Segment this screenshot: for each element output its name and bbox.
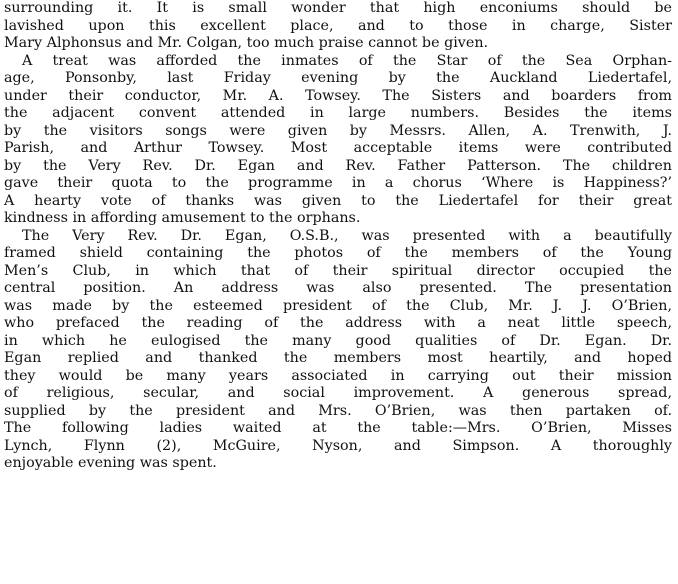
text-line: of religious, secular, and social improvement. A generous spread, (4, 385, 672, 401)
paragraph-1 (4, 0, 672, 53)
text-line: under their conductor, Mr. A. Towsey. The Sisters and boarders from (4, 87, 672, 104)
text-line: they would be many years associated in carrying out their mission (4, 367, 672, 384)
text-line: lavished upon this excellent place, and to those in charge, Sister (4, 17, 672, 34)
text-line: A treat was afforded the inmates of the Star of the Sea Orphan- (22, 52, 672, 69)
text-line: by the visitors songs were given by Messrs. Allen, A. Trenwith, J. (4, 122, 672, 139)
text-line: was made by the esteemed president of the Club, Mr. J. J. O’Brien, (4, 297, 672, 314)
text-line: Men’s Club, in which that of their spiritual director occupied the (4, 262, 672, 279)
text-line: in which he eulogised the many good qualities of Dr. Egan. Dr. (4, 332, 672, 349)
text-line: supplied by the president and Mrs. O’Brien, was then partaken of. (4, 402, 672, 419)
text-line: gave their quota to the programme in a chorus ‘Where is Happiness?’ (4, 175, 672, 191)
text-line: central position. An address was also presented. The presentation (4, 280, 672, 296)
text-line: The Very Rev. Dr. Egan, O.S.B., was presented with a beautifully (22, 227, 672, 244)
text-line: Parish, and Arthur Towsey. Most acceptable items were contributed (4, 140, 672, 156)
text-line: kindness in affording amusement to the orphans. (4, 210, 361, 226)
text-line: Mary Alphonsus and Mr. Colgan, too much praise cannot be given. (4, 35, 489, 51)
paragraph-2 (4, 53, 672, 228)
text-line: the adjacent convent attended in large numbers. Besides the items (4, 105, 672, 121)
text-line: The following ladies waited at the table:—Mrs. O’Brien, Misses (4, 420, 672, 436)
text-line: age, Ponsonby, last Friday evening by the Auckland Liedertafel, (4, 70, 672, 86)
text-line: enjoyable evening was spent. (4, 455, 217, 471)
text-line: Lynch, Flynn (2), McGuire, Nyson, and Simpson. A thoroughly (4, 437, 672, 454)
text-line: Egan replied and thanked the members most heartily, and hoped (4, 350, 672, 366)
text-line: by the Very Rev. Dr. Egan and Rev. Father Patterson. The children (4, 157, 672, 174)
text-line: framed shield containing the photos of the members of the Young (4, 245, 672, 261)
text-line: surrounding it. It is small wonder that high enconiums should be (4, 0, 672, 16)
paragraph-3 (4, 228, 672, 473)
text-line: who prefaced the reading of the address with a neat little speech, (4, 315, 672, 331)
text-line: A hearty vote of thanks was given to the Liedertafel for their great (4, 192, 672, 209)
